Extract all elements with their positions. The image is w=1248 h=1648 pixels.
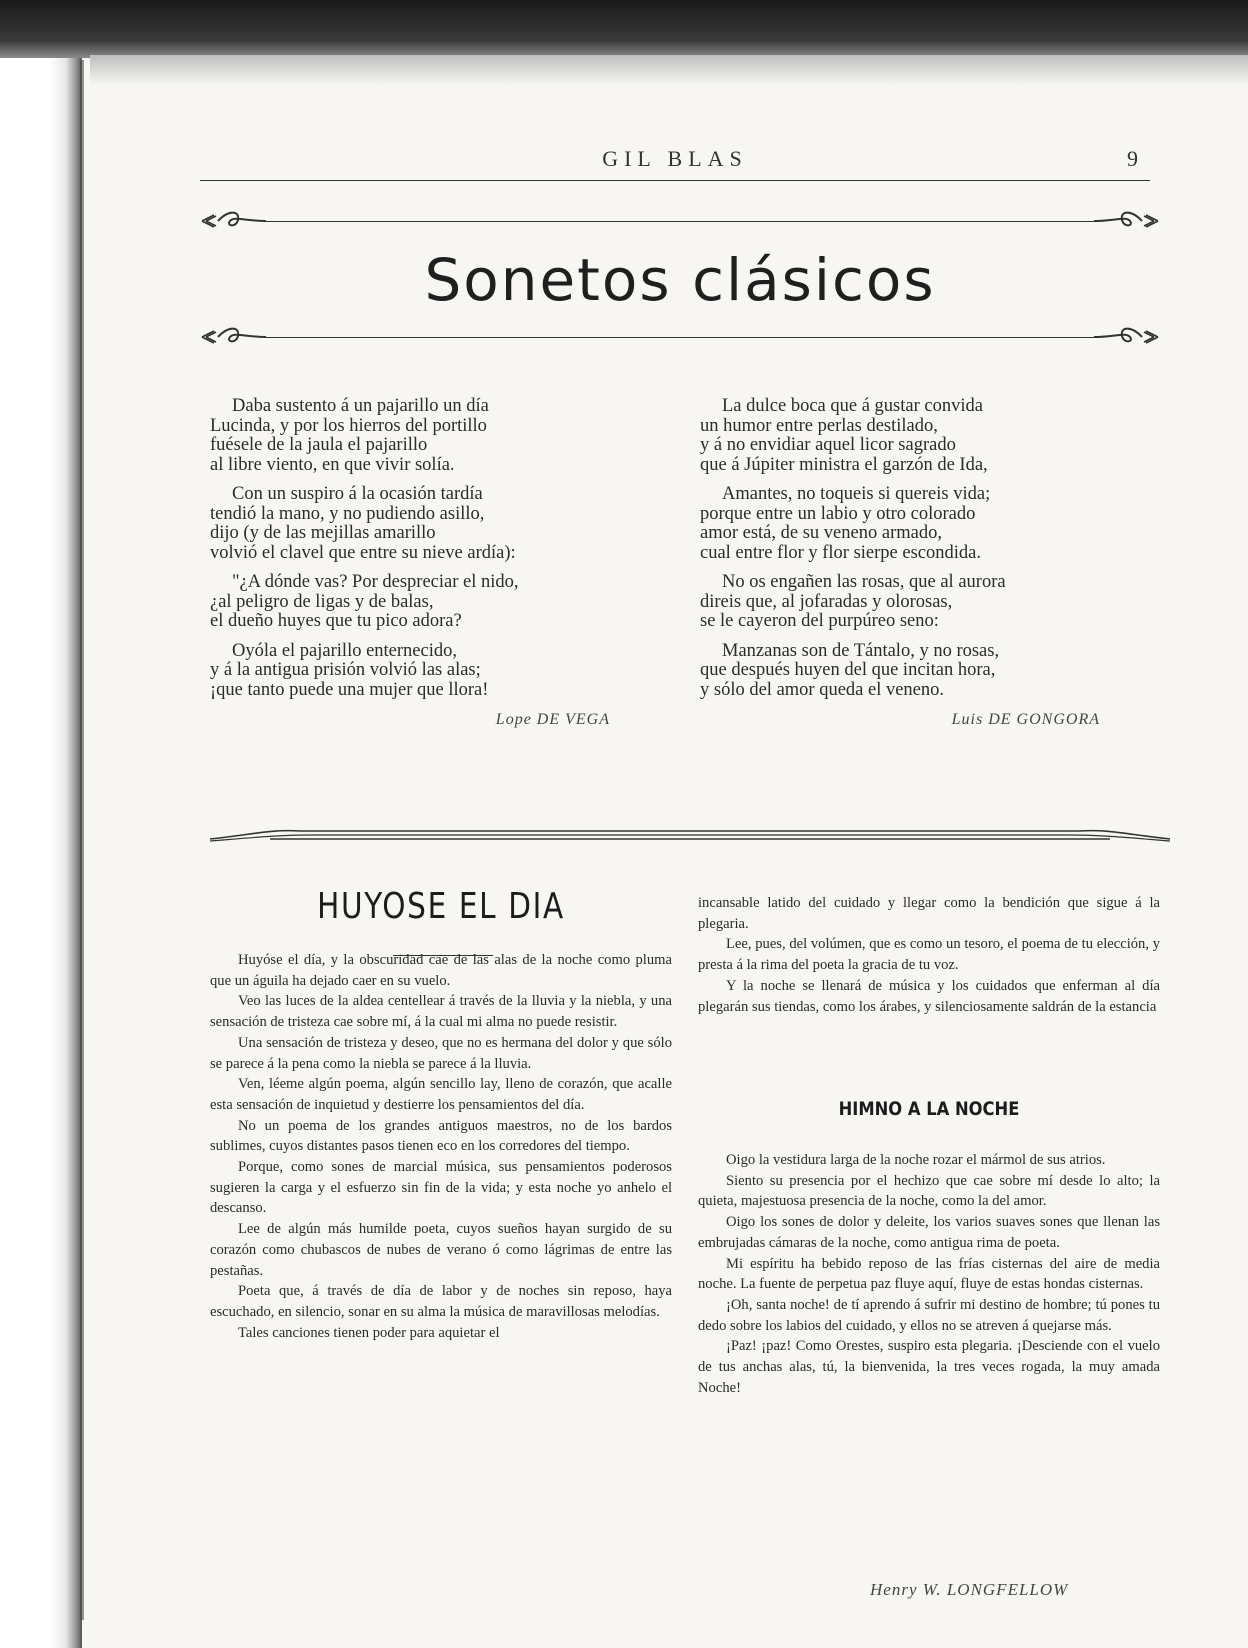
verse-line: Amantes, no toqueis si quereis vida;: [722, 484, 991, 504]
scan-binding-edge: [80, 60, 84, 1620]
verse-line: Oyóla el pajarillo enternecido,: [232, 640, 457, 661]
verse-line: Daba sustento á un pajarillo un día: [232, 396, 489, 416]
verse-line: Lucinda, y por los hierros del portillo: [210, 415, 487, 436]
stanza: [210, 642, 610, 701]
verse-line: direis que, al jofaradas y olorosas,: [700, 591, 953, 612]
stanza: [700, 642, 1100, 701]
poem-title: HIMNO A LA NOCHE: [838, 1098, 1020, 1120]
section-title: Sonetos clásicos: [424, 246, 936, 314]
verse-line: tendió la mano, y no pudiendo asillo,: [210, 503, 485, 524]
verse-line: Con un suspiro á la ocasión tardía: [232, 484, 483, 504]
paragraph: Poeta que, á través de día de labor y de noches sin reposo, haya escuchado, en silencio, sonar en su alma la música de maravillosas melodías.: [210, 1283, 672, 1320]
verse-line: un humor entre perlas destilado,: [700, 415, 938, 436]
verse-line: y á no envidiar aquel licor sagrado: [700, 435, 956, 455]
verse-line: al libre viento, en que vivir solía.: [210, 454, 455, 475]
ornament-left-icon: [200, 322, 270, 352]
header-rule: [200, 180, 1150, 181]
verse-line: porque entre un labio y otro colorado: [700, 503, 976, 524]
verse-line: que á Júpiter ministra el garzón de Ida,: [700, 454, 988, 475]
stanza: [700, 397, 1100, 475]
ornament-rule-top: [200, 206, 1160, 236]
paragraph: Y la noche se llenará de música y los cuidados que enferman al día plegarán sus tiendas, como los árabes, y silenciosamente saldrán de la estancia: [698, 977, 1160, 1015]
verse-line: No os engañen las rosas, que al aurora: [722, 572, 1006, 592]
paragraph: ¡Oh, santa noche! de tí aprendo á sufrir mi destino de hombre; tú pones tu dedo sobre los labios del cuidado, y ellos no se atreven á quejarse más.: [698, 1296, 1160, 1334]
verse-line: La dulce boca que á gustar convida: [722, 396, 983, 416]
paragraph: Mi espíritu ha bebido reposo de las frías cisternas del aire de media noche. La fuente de perpetua paz fluye aquí, fluye de estas hondas cisternas.: [698, 1255, 1160, 1293]
paragraph: incansable latido del cuidado y llegar como la bendición que sigue á la plegaria.: [698, 895, 1160, 932]
stanza: [210, 485, 610, 563]
verse-line: amor está, de su veneno armado,: [700, 523, 942, 543]
verse-line: cual entre flor y flor sierpe escondida.: [700, 542, 981, 563]
paragraph: ¡Paz! ¡paz! Como Orestes, suspiro esta plegaria. ¡Desciende con el vuelo de tus anchas alas, tú, la bienvenida, la tres veces rogada, la muy amada Noche!: [698, 1338, 1160, 1396]
sonnet-luis-de-gongora: [700, 397, 1100, 730]
verse-line: se le cayeron del purpúreo seno:: [700, 611, 939, 631]
poem-author: Henry W. LONGFELLOW: [870, 1580, 1069, 1599]
publication-title: GIL BLAS: [602, 146, 748, 171]
article-column-left: [210, 950, 672, 1343]
article-column-right: [698, 893, 1160, 1017]
verse-line: y á la antigua prisión volvió las alas;: [210, 660, 481, 680]
stanza: [210, 397, 610, 475]
paragraph: Oigo la vestidura larga de la noche rozar el mármol de sus atrios.: [726, 1152, 1106, 1168]
paragraph: No un poema de los grandes antiguos maestros, no de los bardos sublimes, cuyos distantes pasos tienen eco en los corredores del tiempo.: [210, 1117, 672, 1155]
ornament-right-icon: [1090, 322, 1160, 352]
article-title: HUYOSE EL DIA: [317, 886, 565, 927]
running-header: [200, 140, 1150, 180]
sonnet-author: Luis DE GONGORA: [951, 711, 1100, 728]
verse-line: Manzanas son de Tántalo, y no rosas,: [722, 640, 1000, 661]
stanza: [700, 485, 1100, 563]
paragraph: Oigo los sones de dolor y deleite, los varios suaves sones que llenan las embrujadas cámaras de la noche, como antigua rima de poeta.: [698, 1214, 1160, 1251]
stanza: [210, 573, 610, 632]
poem-column: [698, 1150, 1160, 1398]
scan-top-fade: [90, 55, 1248, 85]
ornament-right-icon: [1090, 206, 1160, 236]
sonnet-lope-de-vega: [210, 397, 610, 730]
verse-line: el dueño huyes que tu pico adora?: [210, 611, 462, 631]
paragraph: Ven, léeme algún poema, algún sencillo lay, lleno de corazón, que acalle esta sensación de inquietud y destierre los pensamientos del día.: [210, 1076, 672, 1113]
paragraph: Veo las luces de la aldea centellear á través de la lluvia y la niebla, y una sensación de tristeza cae sobre mí, á la cual mi alma no puede resistir.: [210, 993, 672, 1031]
verse-line: dijo (y de las mejillas amarillo: [210, 523, 436, 543]
ornament-rule-bottom: [200, 322, 1160, 352]
scan-left-margin: [0, 0, 82, 1648]
paragraph: Una sensación de tristeza y deseo, que no es hermana del dolor y que sólo se parece á la pena como la niebla se parece á la lluvia.: [210, 1034, 672, 1072]
verse-line: y sólo del amor queda el veneno.: [700, 679, 945, 700]
paragraph: Lee de algún más humilde poeta, cuyos sueños hayan surgido de su corazón como chubascos de nubes de verano ó como lágrimas de entre las pestañas.: [210, 1221, 672, 1279]
stanza: [700, 573, 1100, 632]
paragraph: Siento su presencia por el hechizo que cae sobre mí desde lo alto; la quieta, majestuosa presencia de la noche, como la del amor.: [698, 1172, 1160, 1210]
verse-line: que después huyen del que incitan hora,: [700, 660, 996, 680]
section-divider: [210, 823, 1170, 847]
verse-line: "¿A dónde vas? Por despreciar el nido,: [232, 572, 519, 592]
paragraph: Tales canciones tienen poder para aquietar el: [238, 1324, 500, 1341]
scan-top-shadow: [0, 0, 1248, 58]
sonnet-author: Lope DE VEGA: [495, 711, 610, 728]
paragraph: Lee, pues, del volúmen, que es como un tesoro, el poema de tu elección, y presta á la rima del poeta la gracia de tu voz.: [698, 936, 1160, 974]
ornament-left-icon: [200, 206, 270, 236]
paragraph: Porque, como sones de marcial música, sus pensamientos poderosos sugieren la carga y el esfuerzo sin fin de la vida; y esta noche yo anhelo el descanso.: [210, 1159, 672, 1217]
paragraph: Huyóse el día, y la obscuridad cae de las alas de la noche como pluma que un águila ha dejado caer en su vuelo.: [210, 952, 672, 989]
verse-line: ¿al peligro de ligas y de balas,: [210, 591, 434, 612]
verse-line: fuésele de la jaula el pajarillo: [210, 435, 428, 455]
verse-line: ¡que tanto puede una mujer que llora!: [210, 679, 489, 700]
page-number: 9: [1127, 146, 1138, 171]
verse-line: volvió el clavel que entre su nieve ardía):: [210, 542, 516, 563]
